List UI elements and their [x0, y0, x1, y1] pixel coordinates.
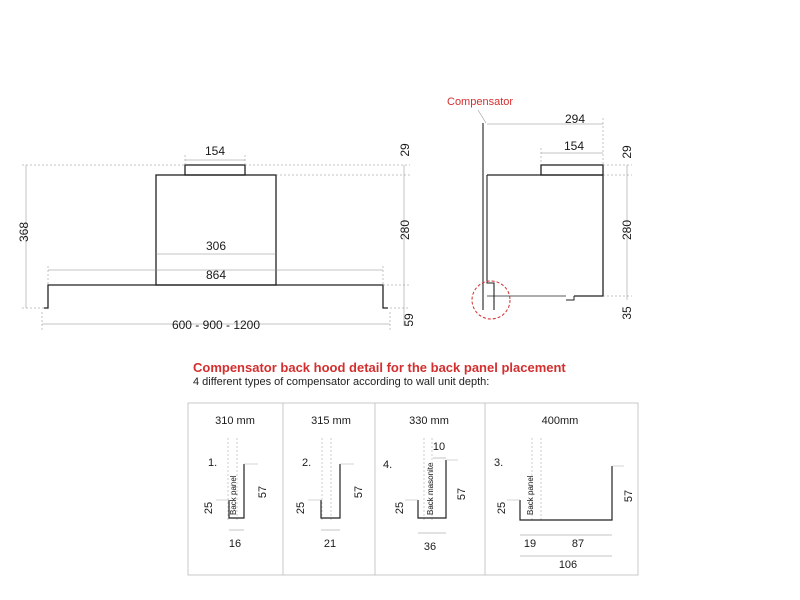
side-body-height: 280 [620, 219, 634, 241]
side-top-duct [541, 165, 603, 175]
front-top-width: 154 [204, 144, 226, 158]
panel-1-header: 310 mm [215, 415, 255, 427]
detail-subtitle: 4 different types of compensator according to wall unit depth: [193, 376, 490, 388]
panel-4-low: 25 [496, 501, 508, 515]
side-base-height: 35 [620, 306, 634, 320]
front-base [44, 285, 388, 308]
panel-1-high: 57 [257, 485, 269, 499]
front-view [44, 165, 388, 308]
panel-2-header: 315 mm [311, 415, 351, 427]
compensator-label: Compensator [447, 96, 514, 108]
detail-table [188, 403, 638, 575]
detail-panel-2 [295, 415, 365, 550]
compensator-leader [478, 110, 486, 123]
front-base-width: 864 [205, 268, 227, 282]
side-compensator-profile [487, 175, 494, 310]
detail-caption [193, 360, 613, 389]
panel-4-w2: 87 [571, 538, 585, 550]
detail-panel-1 [203, 415, 269, 550]
front-total-height: 368 [17, 221, 31, 243]
side-depth: 294 [564, 112, 586, 126]
panel-4-label: Back panel [526, 475, 535, 515]
side-top-height: 29 [620, 145, 634, 159]
panel-4-header: 400mm [541, 415, 579, 427]
side-top-width: 154 [563, 139, 585, 153]
panel-1-number: 1. [208, 457, 218, 469]
panel-2-number: 2. [302, 457, 312, 469]
panel-4-number: 3. [494, 457, 504, 469]
side-dimension-lines [487, 118, 632, 300]
side-body [487, 175, 603, 296]
panel-1-low: 25 [203, 501, 215, 515]
detail-panel-4 [494, 415, 635, 571]
panel-1-label: Back panel [229, 475, 238, 515]
front-total-width: 600 - 900 - 1200 [171, 318, 261, 332]
panel-4-total: 106 [558, 559, 578, 571]
panel-2-low: 25 [295, 501, 307, 515]
panel-3-high: 57 [456, 487, 468, 501]
panel-2-high: 57 [353, 485, 365, 499]
front-body-width: 306 [205, 239, 227, 253]
detail-panel-3 [383, 415, 468, 553]
panel-4-w1: 19 [523, 538, 537, 550]
compensator-highlight-circle [472, 281, 510, 319]
front-top-height: 29 [398, 143, 412, 157]
panel-1-width: 16 [228, 538, 242, 550]
detail-title: Compensator back hood detail for the back panel placement [193, 360, 566, 375]
front-top-duct [185, 165, 245, 175]
panel-4-high: 57 [623, 489, 635, 503]
panel-3-width: 36 [423, 541, 437, 553]
panel-3-label: Back masonite [426, 462, 435, 515]
panel-3-top: 10 [432, 441, 446, 453]
panel-2-width: 21 [323, 538, 337, 550]
panel-3-header: 330 mm [409, 415, 449, 427]
panel-3-number: 4. [383, 459, 393, 471]
side-view [483, 123, 603, 310]
panel-3-low: 25 [394, 501, 406, 515]
front-body-height: 280 [398, 219, 412, 241]
side-bottom-notch [566, 296, 574, 300]
front-base-height: 59 [402, 313, 416, 327]
